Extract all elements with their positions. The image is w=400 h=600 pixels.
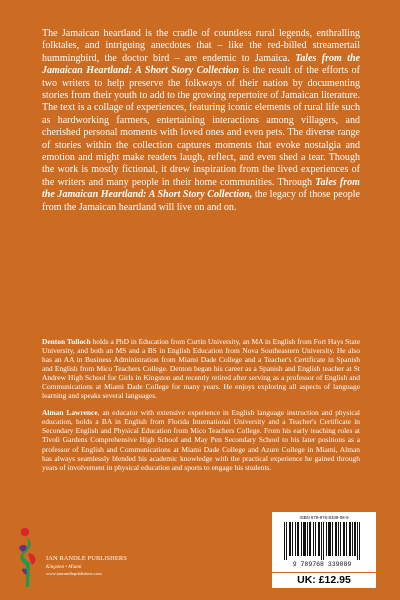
author-bios [42,337,360,472]
author-bio: Denton Tulloch holds a PhD in Education from Curtin University, an MA in English from Fort Hays State University, and both an MS and a BS in English Education from Nova Southeastern University. He also has an AA in Business Administration from Miami Dade College and a Teacher's Certificate in Spanish and English from Mico Teachers College. Denton began his career as a Spanish and English teacher at St Andrew High School for Girls in Kingston and recently retired after serving as a professor of English and Communications at Miami Dade College for many years. He enjoys exploring all aspects of language learning and speaks several languages. [42,337,360,401]
book-title-repeat: Tales from the Jamaican Heartland: A Short Story Collection, [42,176,361,201]
blurb-paragraph: The Jamaican heartland is the cradle of countless rural legends, enthralling folktales, and intriguing anecdotes that – like the red-billed streamertail hummingbird, the doctor bird – are endemic to Jamaica. Tales from the Jamaican Heartland: A Short Story Collection is the result of the efforts of two writers to help preserve the folkways of their nation by documenting stories from their youth to add to the growing repertoire of Jamaican literature. The text is a collage of experiences, featuring iconic elements of rural life such as hardworking farmers, entertaining interactions among villagers, and cherished personal moments with loved ones and even pets. The diverse range of stories within the collection captures moments that evoke nostalgia and emotion and might make readers laugh, reflect, and even shed a tear. Though the work is mostly fictional, it drew inspiration from the lived experiences of the writers and many people in their home communities. Through Tales from the Jamaican Heartland: A Short Story Collection, the legacy of those people from the Jamaican heartland will live on and on. [42,28,361,213]
price-label: UK: £12.95 [272,573,376,588]
publisher-url: www.ianrandlepublishers.com [46,571,102,576]
publisher-logo-icon [16,527,42,591]
book-blurb [42,28,360,214]
author-name: Alman Lawrence [42,408,98,418]
barcode-icon [276,522,372,568]
isbn-barcode [272,512,376,572]
barcode-number: 9 789768 339089 [292,561,352,568]
publisher-block [14,527,134,593]
publisher-name: IAN RANDLE PUBLISHERS [46,555,127,562]
publisher-locations: Kingston • Miami [46,565,82,570]
author-bio: Alman Lawrence, an educator with extensive experience in English language instruction and physical education, holds a BA in English from Florida International University and a Teacher's Certificate in Secondary English and Physical Education from Mico Teachers College. From his early teaching roles at Tivoli Gardens Comprehensive High School and May Pen Secondary School to his later positions as a professor of English and Communications at Miami Dade College and Azure College in Miami, Alman has always seamlessly blended his academic knowledge with the practical experience he gained through years of involvement in physical education and sports to engage his students. [42,408,360,472]
isbn-text: ISBN 978-976-8339-08-9 [299,515,349,520]
author-name: Denton Tulloch [42,337,91,346]
book-title: Tales from the Jamaican Heartland: A Short Story Collection [42,52,360,77]
